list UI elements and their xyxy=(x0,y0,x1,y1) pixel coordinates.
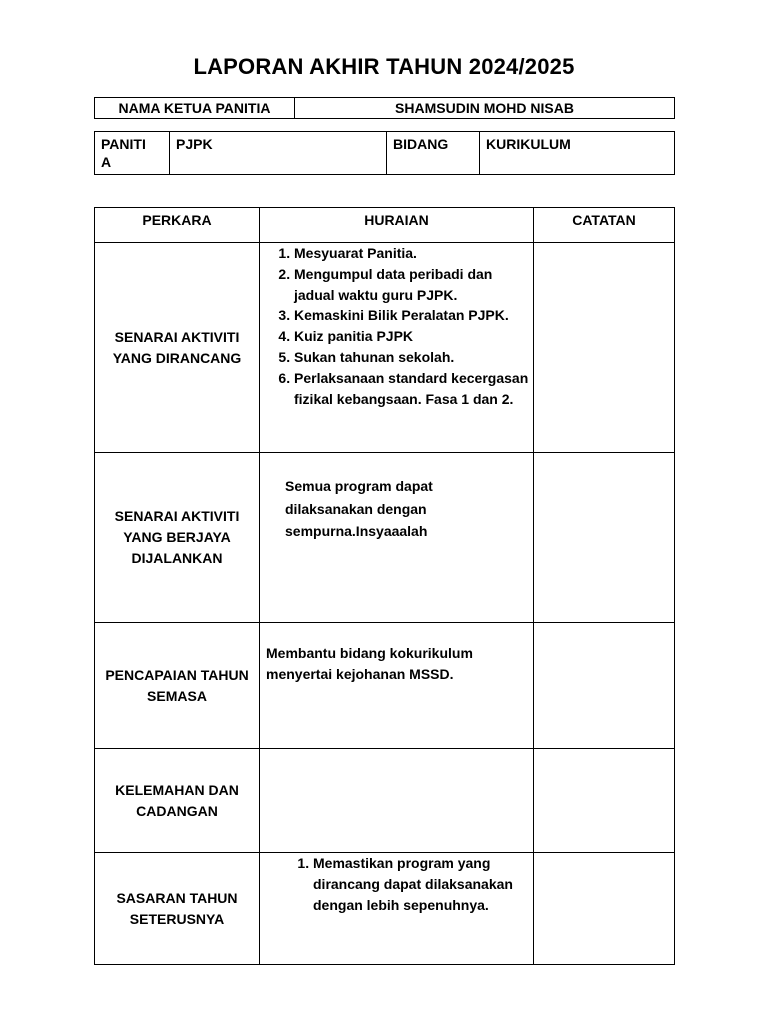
ketua-panitia-table xyxy=(94,97,675,119)
bidang-value: KURIKULUM xyxy=(480,132,675,175)
list-item: 5. Sukan tahunan sekolah. xyxy=(294,347,529,368)
table-row xyxy=(95,453,675,623)
catatan-cell xyxy=(534,853,675,965)
list-item: 1. Memastikan program yang dirancang dapat dilaksanakan dengan lebih sepenuhnya. xyxy=(313,853,527,915)
huraian-text: Semua program dapat dilaksanakan dengan sempurna.Insyaaalah xyxy=(285,478,433,539)
list-item: 6. Perlaksanaan standard kecergasan fizikal kebangsaan. Fasa 1 dan 2. xyxy=(294,368,529,410)
perkara-cell: SENARAI AKTIVITI YANG BERJAYA DIJALANKAN xyxy=(95,453,260,623)
table-row xyxy=(95,243,675,453)
huraian-cell xyxy=(260,749,534,853)
planned-activities-list xyxy=(260,243,529,409)
header-row xyxy=(95,208,675,243)
list-item: 3. Kemaskini Bilik Peralatan PJPK. xyxy=(294,305,529,326)
page-title: LAPORAN AKHIR TAHUN 2024/2025 xyxy=(193,54,575,79)
table-row xyxy=(95,853,675,965)
huraian-cell xyxy=(260,453,534,623)
catatan-cell xyxy=(534,243,675,453)
perkara-cell: PENCAPAIAN TAHUN SEMASA xyxy=(95,623,260,749)
huraian-text: Membantu bidang kokurikulum menyertai kejohanan MSSD. xyxy=(266,645,473,682)
list-item: 4. Kuiz panitia PJPK xyxy=(294,326,529,347)
huraian-cell xyxy=(260,853,534,965)
bidang-label: BIDANG xyxy=(387,132,480,175)
header-perkara: PERKARA xyxy=(95,208,260,243)
header-huraian: HURAIAN xyxy=(260,208,534,243)
catatan-cell xyxy=(534,749,675,853)
table-row xyxy=(95,749,675,853)
catatan-cell xyxy=(534,623,675,749)
panitia-label-line2: A xyxy=(101,154,112,170)
huraian-cell xyxy=(260,243,534,453)
table-row xyxy=(95,623,675,749)
panitia-table xyxy=(94,131,675,175)
panitia-label xyxy=(95,132,170,175)
report-table xyxy=(94,207,675,965)
panitia-label-line1: PANITI xyxy=(101,136,146,152)
panitia-value: PJPK xyxy=(170,132,387,175)
catatan-cell xyxy=(534,453,675,623)
huraian-cell xyxy=(260,623,534,749)
target-list xyxy=(260,853,527,915)
header-catatan: CATATAN xyxy=(534,208,675,243)
perkara-cell: SASARAN TAHUN SETERUSNYA xyxy=(95,853,260,965)
perkara-cell: KELEMAHAN DAN CADANGAN xyxy=(95,749,260,853)
perkara-cell: SENARAI AKTIVITI YANG DIRANCANG xyxy=(95,243,260,453)
ketua-value: SHAMSUDIN MOHD NISAB xyxy=(295,98,675,119)
list-item: 1. Mesyuarat Panitia. xyxy=(294,243,529,264)
ketua-label: NAMA KETUA PANITIA xyxy=(95,98,295,119)
list-item: 2. Mengumpul data peribadi dan jadual waktu guru PJPK. xyxy=(294,264,529,306)
